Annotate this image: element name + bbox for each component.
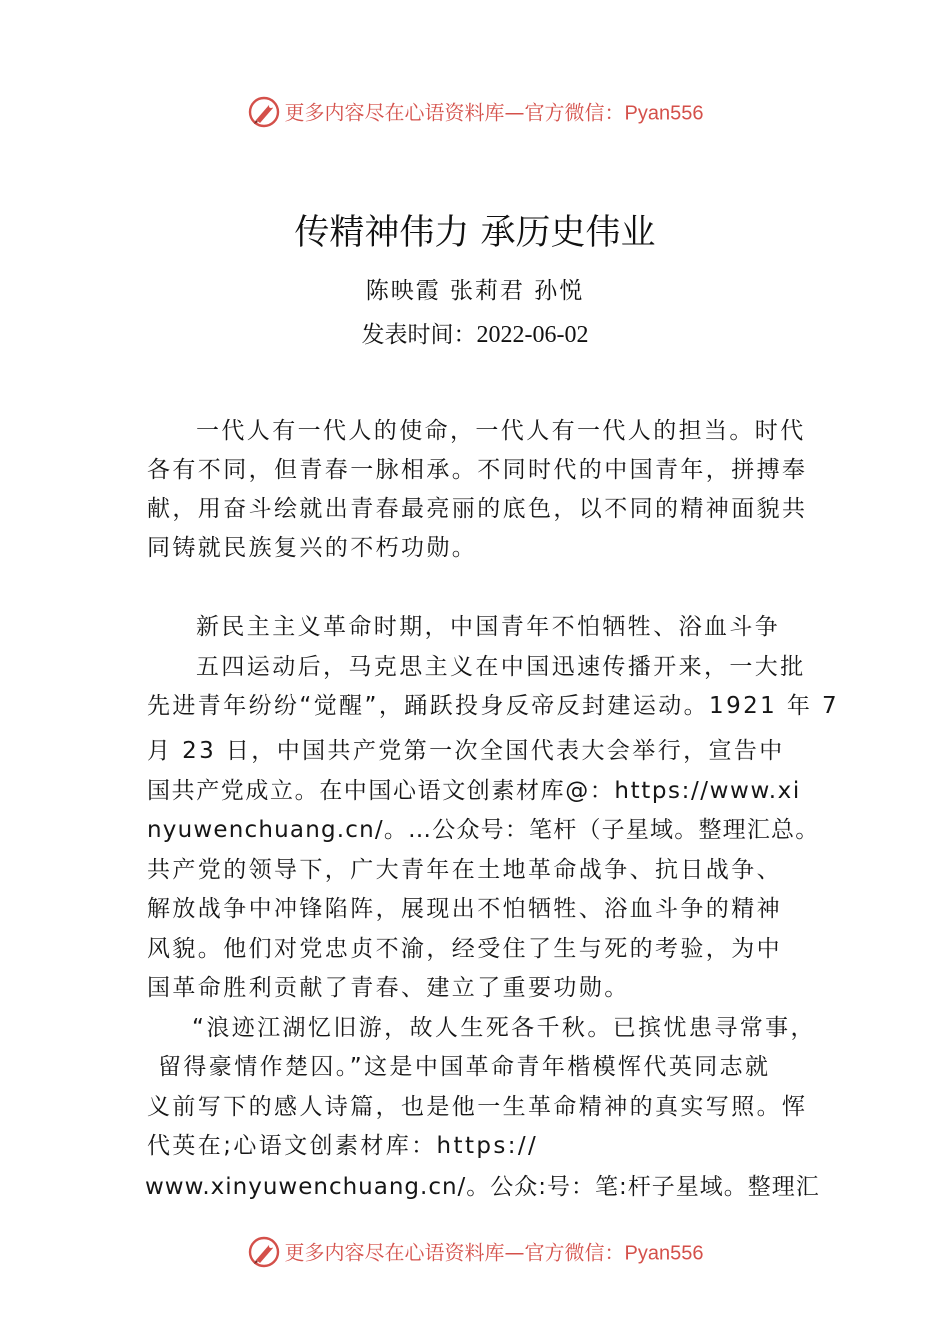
body-line: 义前写下的感人诗篇，也是他一生革命精神的真实写照。恽 [147, 1094, 808, 1120]
header-banner [0, 97, 950, 131]
date-value: 2022-06-02 [476, 322, 589, 348]
banner-account: Pyan556 [624, 1242, 704, 1265]
banner-account: Pyan556 [624, 102, 704, 125]
body-line: 先进青年纷纷“觉醒”，踊跃投身反帝反封建运动。1921 年 7 [147, 693, 840, 719]
body-line: 共产党的领导下，广大青年在土地革命战争、抗日战争、 [147, 857, 782, 883]
body-line: www.xinyuwenchuang.cn/。公众:号：笔:杆子星域。整理汇 [145, 1174, 820, 1200]
body-line: 国共产党成立。在中国心语文创素材库@：https://www.xi [147, 778, 801, 804]
date-label: 发表时间： [361, 322, 477, 348]
body-line: 月 23 日，中国共产党第一次全国代表大会举行，宣告中 [147, 738, 785, 764]
body-line: “浪迹江湖忆旧游，故人生死各千秋。已摈忧患寻常事， [192, 1015, 816, 1041]
body-line: 代英在;心语文创素材库：https:// [147, 1133, 539, 1159]
pen-logo-icon [247, 1235, 281, 1269]
article-title: 传精神伟力 承历史伟业 [294, 213, 656, 253]
banner-site-text: 更多内容尽在心语资料库 [284, 100, 505, 125]
article-authors: 陈映霞 张莉君 孙悦 [365, 278, 585, 304]
footer-banner [0, 1237, 950, 1271]
body-line: 国革命胜利贡献了青春、建立了重要功勋。 [147, 975, 630, 1001]
banner-wechat-text: —官方微信： [504, 1240, 625, 1265]
body-line: 各有不同，但青春一脉相承。不同时代的中国青年，拼搏奉 [147, 457, 808, 483]
body-line: 同铸就民族复兴的不朽功勋。 [147, 535, 478, 561]
body-line: 五四运动后，马克思主义在中国迅速传播开来，一大批 [196, 654, 806, 680]
body-line: nyuwenchuang.cn/。…公众号：笔杆（子星域。整理汇总。 [147, 817, 820, 843]
body-line: 留得豪情作楚囚。”这是中国革命青年楷模恽代英同志就 [158, 1054, 771, 1080]
article-date [0, 316, 950, 349]
banner-site-text: 更多内容尽在心语资料库 [284, 1240, 505, 1265]
banner-wechat-text: —官方微信： [504, 100, 625, 125]
body-line: 解放战争中冲锋陷阵，展现出不怕牺牲、浴血斗争的精神 [147, 896, 782, 922]
body-line: 献，用奋斗绘就出青春最亮丽的底色，以不同的精神面貌共 [147, 496, 808, 522]
body-line: 一代人有一代人的使命，一代人有一代人的担当。时代 [196, 418, 806, 444]
pen-logo-icon [247, 95, 281, 129]
body-line: 风貌。他们对党忠贞不渝，经受住了生与死的考验，为中 [147, 936, 782, 962]
section-heading: 新民主主义革命时期，中国青年不怕牺牲、浴血斗争 [196, 614, 781, 640]
